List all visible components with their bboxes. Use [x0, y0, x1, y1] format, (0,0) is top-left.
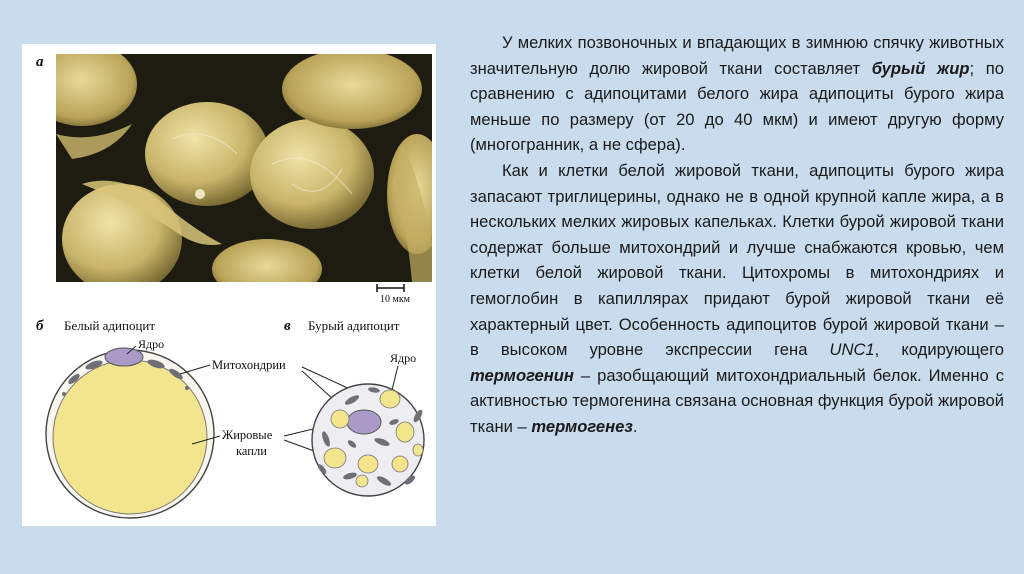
brown-adipocyte-diagram	[312, 384, 424, 496]
small-fat-droplet	[413, 444, 423, 456]
mitochondria-label: Митохондрии	[212, 358, 286, 372]
large-fat-droplet	[53, 360, 207, 514]
small-fat-droplet	[331, 410, 349, 428]
text-block	[470, 30, 1004, 440]
paragraph-1: У мелких позвоночных и впадающих в зимнюю спячку животных значительную долю жировой ткани составляет бурый жир; по сравнению с адипоцитами белого жира адипоциты бурого жира меньше по размеру (от 20 до 40 мкм) и имеют другую форму (многогранник, а не сфера).	[470, 33, 1004, 155]
white-adipocyte-diagram	[46, 348, 214, 518]
micrograph-cell	[27, 44, 137, 126]
small-fat-droplet	[396, 422, 414, 442]
panel-b-label: б	[36, 318, 44, 334]
micrograph-cell	[250, 119, 374, 229]
micrograph-cell	[212, 239, 322, 299]
small-fat-droplet	[380, 390, 400, 408]
panel-c-label: в	[284, 318, 291, 334]
micrograph-cell	[282, 49, 422, 129]
gene-name: UNC1	[829, 340, 875, 360]
term-brown-fat: бурый жир	[871, 58, 970, 78]
electron-micrograph	[27, 44, 436, 299]
term-thermogenesis: термогенез	[531, 416, 633, 436]
scale-bar-label: 10 мкм	[380, 294, 411, 305]
fat-droplets-label-line2: капли	[236, 444, 267, 458]
nucleus-label-right: Ядро	[390, 351, 417, 365]
small-fat-droplet	[356, 475, 368, 487]
small-fat-droplet	[324, 448, 346, 468]
brown-adipocyte-nucleus	[347, 410, 381, 434]
fat-droplets-label-line1: Жировые	[222, 428, 273, 442]
adipocyte-figure	[22, 44, 436, 526]
nucleus-label-left: Ядро	[138, 337, 165, 351]
panel-b-title: Белый адипоцит	[64, 318, 156, 333]
panel-c-title: Бурый адипоцит	[308, 318, 400, 333]
panel-a-label: а	[36, 54, 44, 70]
small-fat-droplet	[358, 455, 378, 473]
micrograph-cell	[145, 102, 269, 206]
figure-panel	[22, 44, 436, 526]
paragraph-2: Как и клетки белой жировой ткани, адипоциты бурого жира запасают триглицерины, однако не в одной крупной капле жира, а в нескольких мелких жировых капельках. Клетки бурой жировой ткани содержат больше митохондрий и лучше снабжаются кровью, чем клетки белой жировой ткани. Цитохромы в митохондриях и гемоглобин в капиллярах придают бурой жировой ткани её характерный цвет. Особенность адипоцитов бурой жировой ткани – в высоком уровне экспрессии гена UNC1, кодирующего термогенин – разобщающий митохондриальный белок. Именно с активностью термогенина связана основная функция бурой жировой ткани – термогенез.	[470, 160, 1004, 436]
small-fat-droplet	[392, 456, 408, 472]
term-thermogenin: термогенин	[470, 365, 574, 385]
